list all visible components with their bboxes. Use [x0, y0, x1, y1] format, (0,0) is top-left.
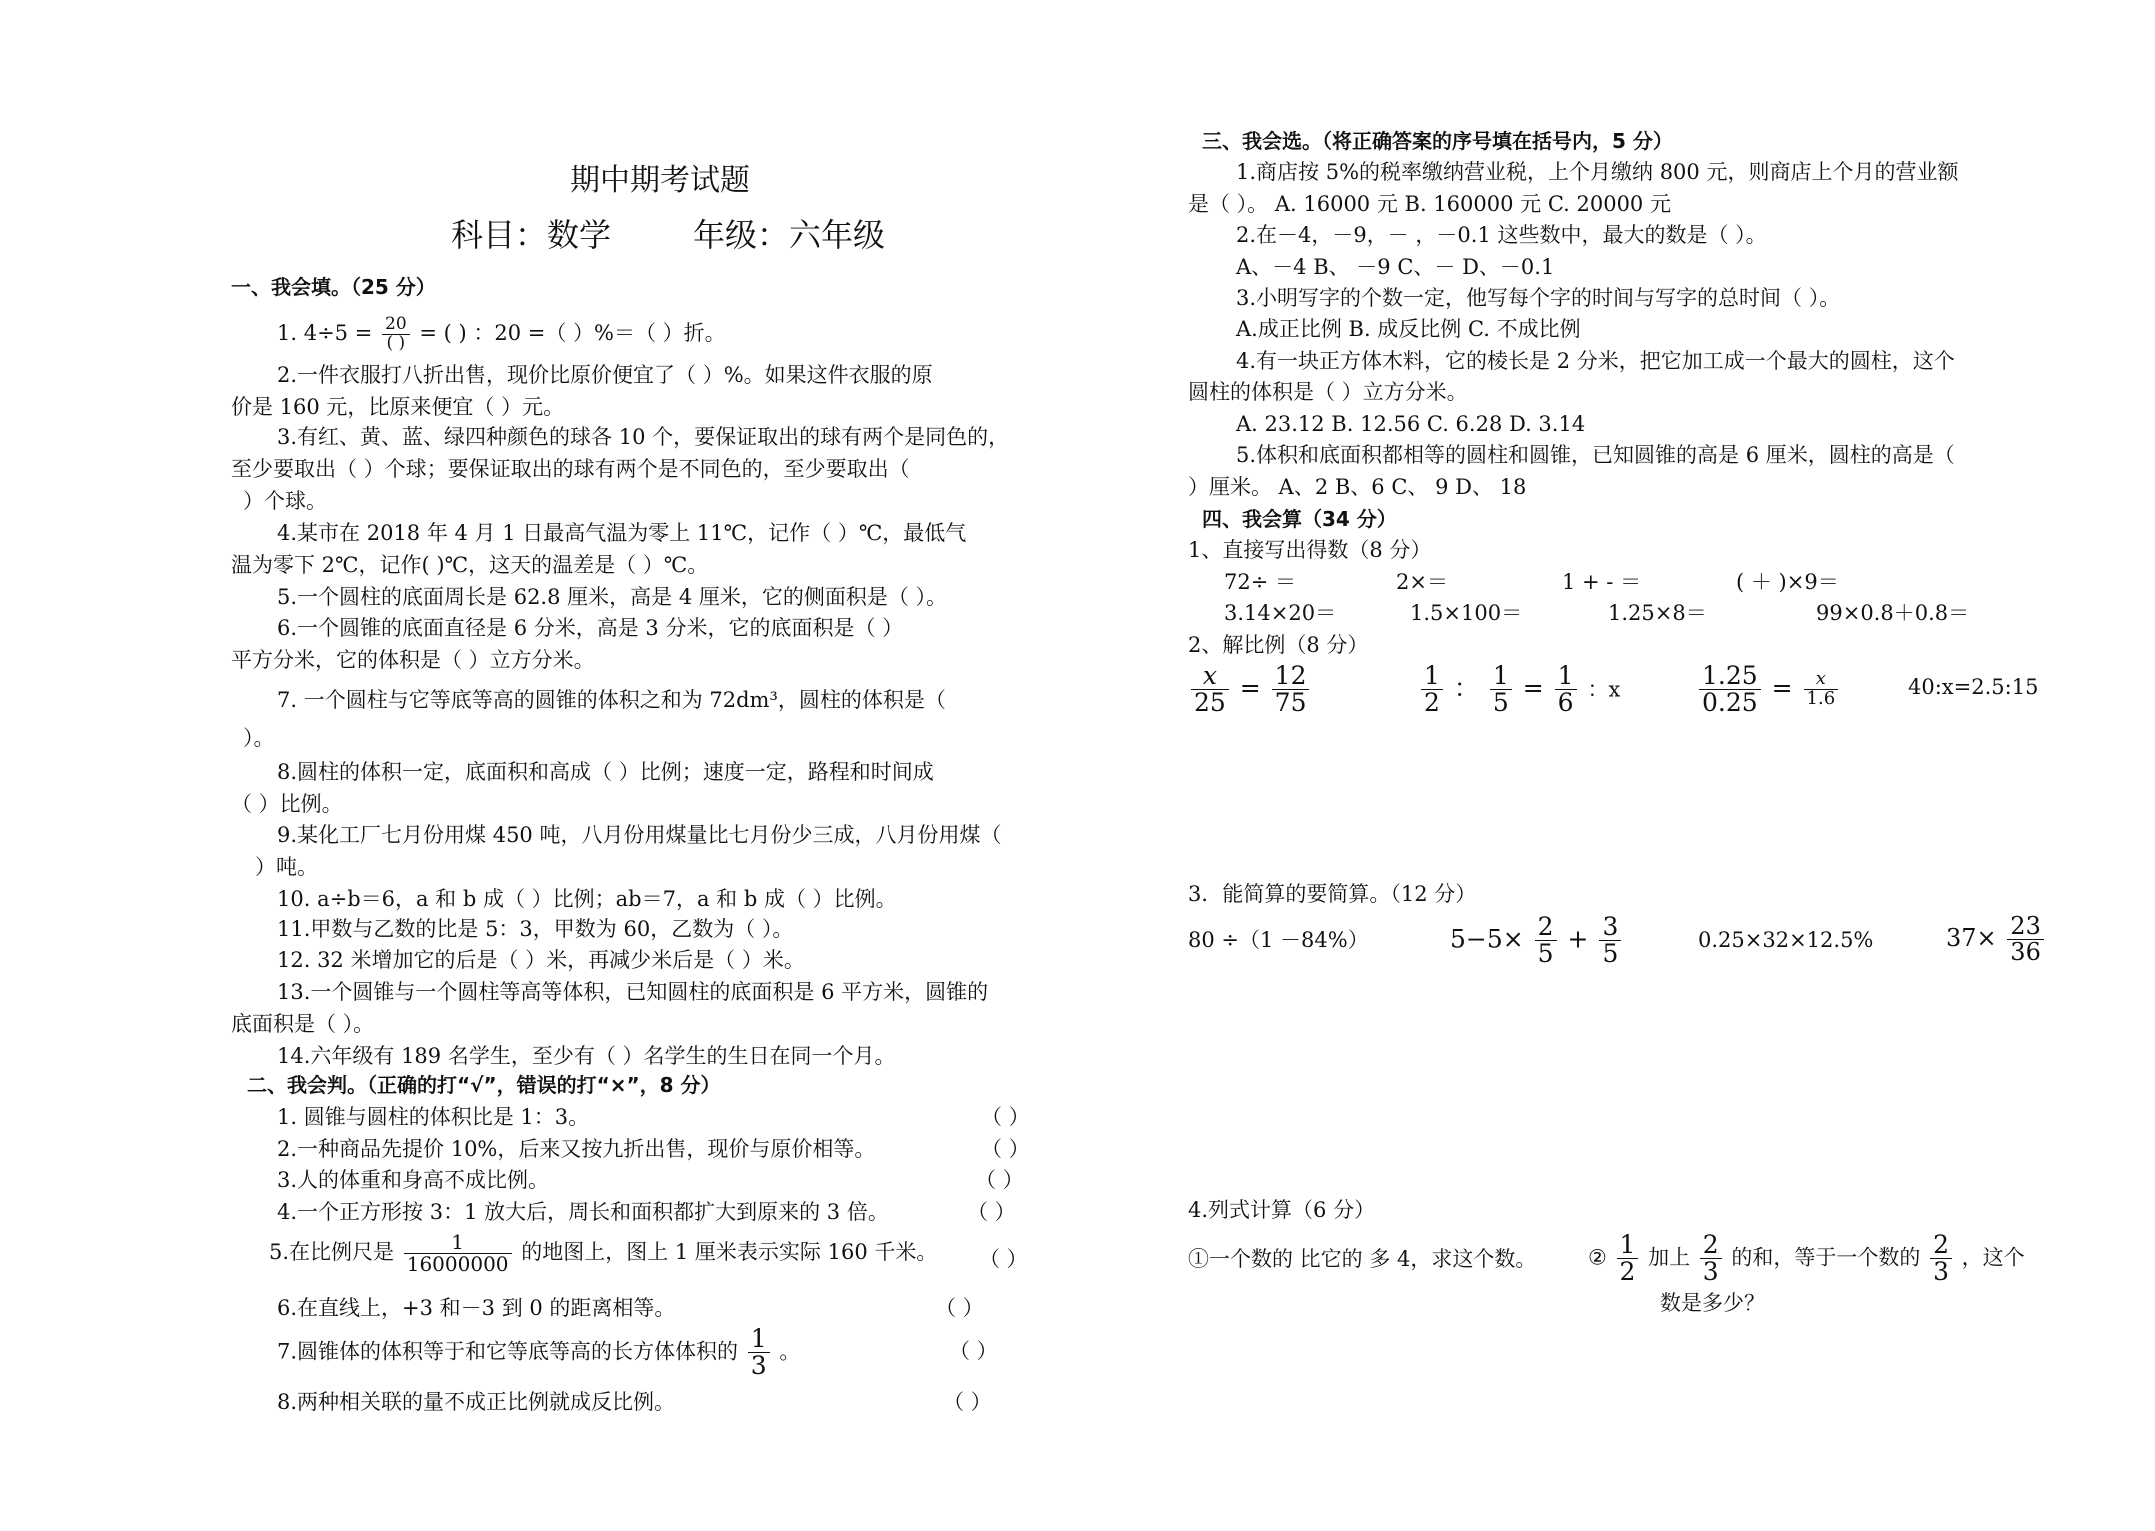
fraction-denominator: ( ) — [386, 332, 406, 353]
s1-q9-line2: ）吨。 — [255, 855, 318, 879]
fraction — [1804, 670, 1839, 709]
fraction-denominator: 5 — [1537, 939, 1554, 969]
word-problem-2 — [1588, 1232, 2025, 1286]
fraction — [2007, 914, 2044, 965]
proportion-2 — [1418, 663, 1620, 717]
s1-q7-line2: ）。 — [243, 726, 275, 750]
fraction-numerator: 2 — [1700, 1232, 1722, 1259]
circled-number: ② — [1588, 1245, 1607, 1270]
s2-item-3-paren: （ ） — [975, 1168, 1024, 1192]
s4-p1-r2c1: 3.14×20＝ — [1224, 601, 1337, 625]
scale-fraction — [404, 1232, 512, 1275]
fraction — [1700, 1232, 1722, 1286]
fraction-denominator: 75 — [1274, 688, 1307, 718]
fraction-numerator: 12 — [1272, 663, 1310, 690]
section3-heading: 三、我会选。（将正确答案的序号填在括号内，5 分） — [1202, 129, 1673, 153]
s2-item-7-paren: （ ） — [949, 1339, 998, 1363]
s1-q5: 5.一个圆柱的底面周长是 62.8 厘米，高是 4 厘米，它的侧面积是（ ）。 — [277, 585, 948, 609]
s3-q4-line1: 4.有一块正方体木料，它的棱长是 2 分米，把它加工成一个最大的圆柱，这个 — [1236, 349, 1955, 373]
s4-p1-r1c1: 72÷ ＝ — [1224, 570, 1296, 594]
s1-q4-line1: 4.某市在 2018 年 4 月 1 日最高气温为零上 11℃，记作（ ）℃，最低气 — [277, 521, 967, 545]
fraction-numerator: 1 — [1617, 1232, 1639, 1259]
fraction-denominator: 5 — [1602, 939, 1619, 969]
s1-q1-b: = ( ) ：20 =（ ）%＝（ ）折。 — [419, 320, 726, 345]
fraction-numerator: 1 — [404, 1232, 512, 1254]
plus-sign: + — [1567, 924, 1589, 954]
s3-q4-line3: A. 23.12 B. 12.56 C. 6.28 D. 3.14 — [1236, 412, 1586, 436]
s4-p1-r1c3: 1 + - ＝ — [1562, 570, 1642, 594]
s2-item-4-paren: （ ） — [967, 1200, 1016, 1224]
s1-q2-line2: 价是 160 元，比原来便宜（ ）元。 — [231, 395, 565, 419]
fraction-numerator: 2 — [1535, 914, 1557, 941]
fraction-numerator: 2 — [1930, 1232, 1952, 1259]
fraction-numerator: x — [1191, 663, 1229, 690]
s4-p1-heading: 1、直接写出得数（8 分） — [1188, 538, 1432, 562]
simplify-2 — [1450, 914, 1624, 968]
fraction-denominator: 3 — [1933, 1257, 1949, 1287]
fraction — [1617, 1232, 1639, 1286]
s1-q14: 14.六年级有 189 名学生，至少有（ ）名学生的生日在同一个月。 — [277, 1044, 896, 1068]
s2-item-7 — [277, 1326, 800, 1380]
s1-q9-line1: 9.某化工厂七月份用煤 450 吨，八月份用煤量比七月份少三成，八月份用煤（ — [277, 823, 1002, 847]
s1-q3-line2: 至少要取出（ ）个球；要保证取出的球有两个是不同色的，至少要取出（ — [231, 457, 910, 481]
simplify-1: 80 ÷（1 －84%） — [1188, 928, 1369, 952]
s3-q3-line2: A.成正比例 B. 成反比例 C. 不成比例 — [1236, 317, 1581, 341]
s3-q1-line1: 1.商店按 5%的税率缴纳营业税，上个月缴纳 800 元，则商店上个月的营业额 — [1236, 160, 1959, 184]
colon: ： — [1453, 673, 1479, 703]
s1-q10: 10. a÷b＝6，a 和 b 成（ ）比例；ab＝7，a 和 b 成（ ）比例。 — [277, 887, 897, 911]
s1-q8-line1: 8.圆柱的体积一定，底面积和高成（ ）比例；速度一定，路程和时间成 — [277, 760, 934, 784]
fraction-numerator: x — [1804, 670, 1839, 690]
proportion-tail: ：x — [1587, 677, 1621, 702]
fraction-denominator: 25 — [1194, 688, 1226, 718]
s2-item-6: 6.在直线上，+3 和－3 到 0 的距离相等。 — [277, 1296, 676, 1320]
s4-p1-r1c4: ( ＋ )×9＝ — [1736, 570, 1839, 594]
fraction-denominator: 0.25 — [1702, 688, 1758, 718]
fraction-denominator: 2 — [1424, 688, 1440, 718]
fraction-denominator: 1.6 — [1806, 688, 1836, 710]
s1-q6-line2: 平方分米，它的体积是（ ）立方分米。 — [231, 648, 595, 672]
s2-item-2-paren: （ ） — [981, 1137, 1030, 1161]
equals-sign: = — [1771, 673, 1793, 703]
s4-p2-heading: 2、解比例（8 分） — [1188, 633, 1369, 657]
fraction-denominator: 5 — [1492, 688, 1509, 718]
s1-q12: 12. 32 米增加它的后是（ ）米，再减少米后是（ ）米。 — [277, 948, 805, 972]
expr-text: 37× — [1946, 924, 1997, 953]
s2-item-8-paren: （ ） — [943, 1390, 992, 1414]
s4-p1-r1c2: 2×＝ — [1396, 570, 1448, 594]
fraction-denominator: 3 — [750, 1351, 767, 1381]
proportion-1 — [1188, 663, 1312, 717]
fraction-numerator: 1.25 — [1699, 663, 1761, 690]
s1-q6-line1: 6.一个圆锥的底面直径是 6 分米，高是 3 分米，它的底面积是（ ） — [277, 616, 904, 640]
s4-p1-r2c2: 1.5×100＝ — [1410, 601, 1523, 625]
s4-p3-heading: 3．能简算的要简算。（12 分） — [1188, 882, 1477, 906]
expr-text: 5−5× — [1450, 924, 1524, 954]
s2-item5-text-b: 的地图上，图上 1 厘米表示实际 160 千米。 — [521, 1240, 938, 1264]
fraction — [1930, 1232, 1952, 1286]
s3-q3-line1: 3.小明写字的个数一定，他写每个字的时间与写字的总时间（ ）。 — [1236, 286, 1841, 310]
fraction — [1421, 663, 1443, 717]
s1-q1 — [277, 316, 726, 353]
fraction — [1555, 663, 1577, 717]
s2-item5-text-a: 5.在比例尺是 — [269, 1240, 395, 1264]
section2-heading: 二、我会判。（正确的打“√”，错误的打“×”，8 分） — [247, 1073, 721, 1097]
s2-item7-text-b: 。 — [779, 1339, 801, 1364]
s3-q5-line1: 5.体积和底面积都相等的圆柱和圆锥，已知圆锥的高是 6 厘米，圆柱的高是（ — [1236, 443, 1955, 467]
one-third-fraction — [748, 1326, 770, 1380]
s2-item-3: 3.人的体重和身高不成比例。 — [277, 1168, 550, 1192]
s4-p1-r2c4: 99×0.8＋0.8＝ — [1816, 601, 1970, 625]
section4-heading: 四、我会算（34 分） — [1202, 507, 1397, 531]
proportion-4: 40:x=2.5:15 — [1908, 675, 2039, 699]
s1-q13-line2: 底面积是（ ）。 — [231, 1012, 375, 1036]
word-problem-1: ①一个数的 比它的 多 4，求这个数。 — [1188, 1247, 1537, 1271]
s2-item-2: 2.一种商品先提价 10%，后来又按九折出售，现价与原价相等。 — [277, 1137, 876, 1161]
s3-q2-line1: 2.在－4，－9，－ ，－0.1 这些数中，最大的数是（ ）。 — [1236, 223, 1767, 247]
fraction-denominator: 16000000 — [406, 1252, 509, 1276]
grade-label: 年级：六年级 — [693, 216, 886, 254]
s3-q5-line2: ）厘米。 A、2 B、6 C、 9 D、 18 — [1188, 475, 1527, 499]
fraction-numerator: 1 — [1490, 663, 1512, 690]
fraction-denominator: 36 — [2010, 938, 2041, 967]
s2-item-4: 4.一个正方形按 3：1 放大后，周长和面积都扩大到原来的 3 倍。 — [277, 1200, 889, 1224]
s1-q4-line2: 温为零下 2℃，记作( )℃，这天的温差是（ ）℃。 — [231, 553, 709, 577]
s1-q13-line1: 13.一个圆锥与一个圆柱等高等体积，已知圆柱的底面积是 6 平方米，圆锥的 — [277, 980, 989, 1004]
fraction — [1272, 663, 1310, 717]
s2-item-5 — [269, 1232, 937, 1275]
fraction — [1191, 663, 1229, 717]
s1-q2-line1: 2.一件衣服打八折出售，现价比原价便宜了（ ）%。如果这件衣服的原 — [277, 363, 933, 387]
s1-q3-line1: 3.有红、黄、蓝、绿四种颜色的球各 10 个，要保证取出的球有两个是同色的， — [277, 425, 1010, 449]
s1-q1-a: 1. 4÷5 = — [277, 320, 373, 345]
fraction — [1535, 914, 1557, 968]
s2-item-1-paren: （ ） — [981, 1105, 1030, 1129]
s4-p1-r2c3: 1.25×8＝ — [1608, 601, 1707, 625]
fraction-numerator: 1 — [748, 1326, 770, 1353]
simplify-4 — [1946, 914, 2047, 965]
proportion-3 — [1696, 663, 1841, 717]
s1-q8-line2: （ ）比例。 — [231, 792, 343, 816]
equals-sign: = — [1522, 673, 1544, 703]
subject-label: 科目：数学 — [451, 216, 612, 254]
fraction-numerator: 20 — [382, 316, 410, 335]
fraction-denominator: 6 — [1557, 688, 1574, 718]
s2-item7-text-a: 7.圆锥体的体积等于和它等底等高的长方体体积的 — [277, 1339, 739, 1364]
s2-item-6-paren: （ ） — [935, 1296, 984, 1320]
s4-p4-heading: 4.列式计算（6 分） — [1188, 1198, 1376, 1222]
fraction-denominator: 2 — [1619, 1257, 1636, 1287]
fraction — [1599, 914, 1621, 968]
s2-item-text: 1. 圆锥与圆柱的体积比是 1：3。 — [277, 1105, 590, 1129]
section1-heading: 一、我会填。（25 分） — [231, 275, 436, 299]
simplify-3: 0.25×32×12.5% — [1698, 928, 1874, 952]
fraction — [1490, 663, 1512, 717]
s3-q4-line2: 圆柱的体积是（ ）立方分米。 — [1188, 380, 1468, 404]
fraction-numerator: 3 — [1599, 914, 1621, 941]
s1-q1-fraction — [382, 316, 410, 353]
fraction-numerator: 1 — [1421, 663, 1443, 690]
fraction-numerator: 23 — [2007, 914, 2044, 940]
fraction — [1699, 663, 1761, 717]
s2-item-5-paren: （ ） — [979, 1247, 1028, 1271]
fraction-numerator: 1 — [1555, 663, 1577, 690]
s1-q11: 11.甲数与乙数的比是 5：3，甲数为 60，乙数为（ ）。 — [277, 917, 794, 941]
s3-q1-line2: 是（ ）。 A. 16000 元 B. 160000 元 C. 20000 元 — [1188, 192, 1671, 216]
s1-q3-line3: ）个球。 — [243, 489, 327, 513]
s2-item-1 — [277, 1102, 589, 1132]
s1-q7-line1: 7. 一个圆柱与它等底等高的圆锥的体积之和为 72dm³，圆柱的体积是（ — [277, 688, 946, 712]
word-problem-text: ，这个 — [1961, 1245, 2025, 1270]
fraction-denominator: 3 — [1702, 1257, 1719, 1287]
word-problem-2-line2: 数是多少？ — [1660, 1291, 1765, 1315]
equals-sign: = — [1239, 673, 1261, 703]
page-title: 期中期考试题 — [570, 163, 750, 198]
s2-item-8: 8.两种相关联的量不成正比例就成反比例。 — [277, 1390, 676, 1414]
word-problem-text: 加上 — [1648, 1245, 1691, 1270]
s3-q2-line2: A、－4 B、 －9 C、－ D、－0.1 — [1236, 255, 1555, 279]
word-problem-text: 的和，等于一个数的 — [1731, 1245, 1921, 1270]
